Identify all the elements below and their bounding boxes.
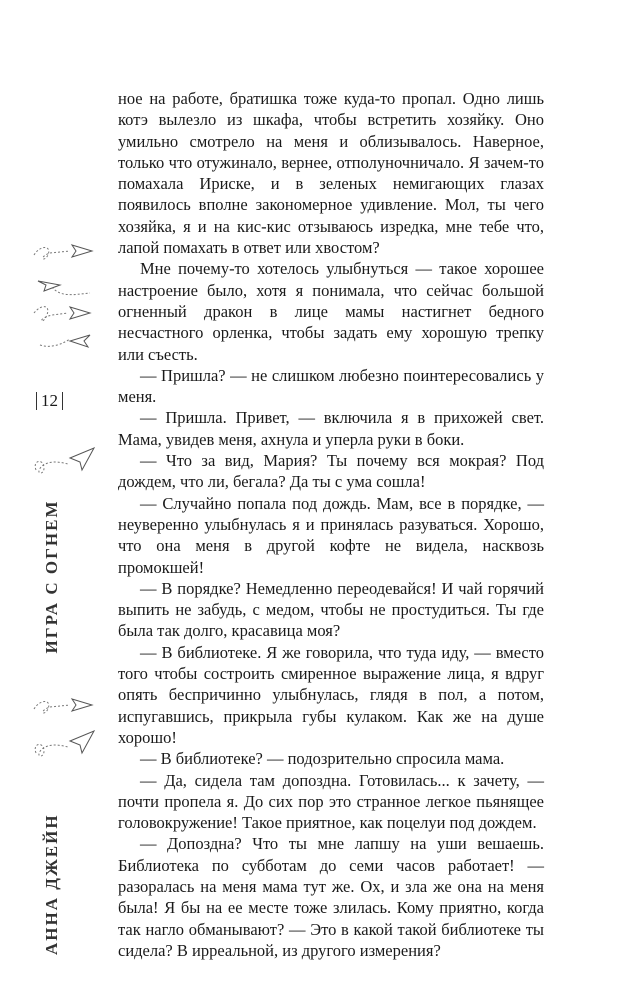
page-number: 12: [36, 392, 63, 410]
paper-plane-doodle-icon: [30, 695, 100, 765]
paragraph: Мне почему-то хотелось улыбнуться — такое хорошее настроение было, хотя я понимала, что сейчас большой огненный дракон в лице мамы настигнет бедного несчастного орленка, чтобы задать ему хорошую трепку или съесть.: [118, 259, 544, 364]
body-text: [118, 88, 544, 961]
paragraph: — В библиотеке. Я же говорила, что туда иду, — вместо того чтобы состроить смиренное выражение лица, я вдруг опять беспричинно улыбнулась, глядя в пол, а потом, испугавшись, прикрыла губы кулаком. Как же на душе хорошо!: [118, 642, 544, 747]
paper-plane-doodle-icon: [30, 440, 100, 485]
paragraph: ное на работе, братишка тоже куда-то пропал. Одно лишь котэ вылезло из шкафа, чтобы встретить хозяйку. Оно умильно смотрело на меня и облизывалось. Наверное, только что отужинало, вернее, отполуночничало. Я зачем-то помахала Ириске, и в зеленых немигающих глазах появилось вполне закономерное удивление. Мол, ты чего хозяйка, я и на кис-кис отзываюсь изредка, мне тебе что, лапой помахать в ответ или хвостом?: [118, 89, 544, 258]
paragraph: — Случайно попала под дождь. Мам, все в порядке, — неуверенно улыбнулась я и принялась разуваться. Хорошо, что она меня в другой кофте не видела, насквозь промокшей!: [118, 493, 544, 577]
paragraph: — В порядке? Немедленно переодевайся! И чай горячий выпить не забудь, с медом, чтобы не простудиться. Ты где была так долго, красавица моя?: [118, 578, 544, 641]
paragraph: — Что за вид, Мария? Ты почему вся мокрая? Под дождем, что ли, бегала? Да ты с ума сошла!: [118, 451, 544, 492]
running-header: [42, 500, 62, 956]
paragraph: — Пришла. Привет, — включила я в прихожей свет. Мама, увидев меня, ахнула и уперла руки в боки.: [118, 408, 544, 449]
author-name: АННА ДЖЕЙН: [42, 813, 61, 955]
paragraph: — В библиотеке? — подозрительно спросила мама.: [140, 749, 505, 769]
book-title: ИГРА С ОГНЕМ: [42, 499, 61, 654]
paper-plane-doodle-icon: [30, 235, 100, 360]
paragraph: — Допоздна? Что ты мне лапшу на уши вешаешь. Библиотека по субботам до семи часов работает! — разоралась на меня мама тут же. Ох, и зла же она на меня была! Я бы на ее месте тоже злилась. Кому приятно, когда так нагло обманывают? — Это в какой такой библиотеке ты сидела? В ирреальной, из другого измерения?: [118, 834, 544, 960]
paragraph: — Пришла? — не слишком любезно поинтересовались у меня.: [118, 365, 544, 407]
paragraph: — Да, сидела там допоздна. Готовилась... к зачету, — почти пропела я. До сих пор это странное легкое пьянящее головокружение! Такое приятное, как поцелуи под дождем.: [118, 770, 544, 833]
